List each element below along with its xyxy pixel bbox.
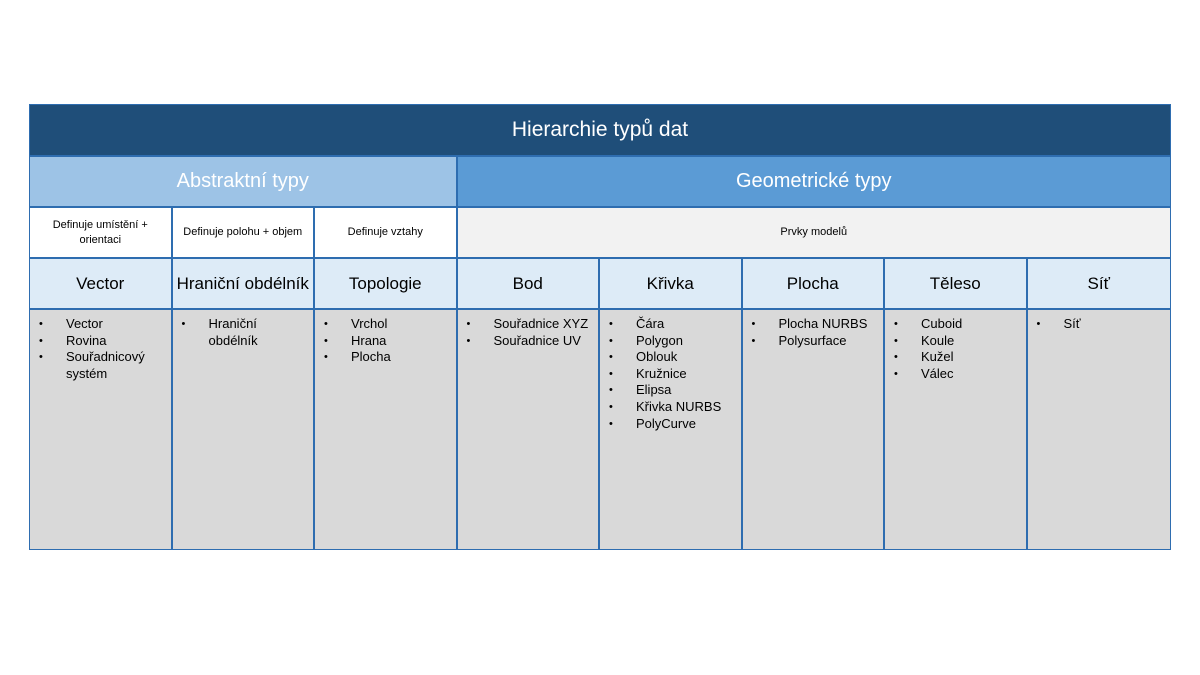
list-item: • Souřadnicový systém	[36, 349, 167, 382]
list-item: • Hraniční obdélník	[179, 316, 310, 349]
header-solid: Těleso	[885, 259, 1028, 310]
items-bounding-box	[173, 310, 316, 549]
item-list	[1034, 316, 1081, 333]
header-bounding-box: Hraniční obdélník	[173, 259, 316, 310]
list-item: • Vector	[36, 316, 167, 333]
description-bounding-box: Definuje polohu + objem	[173, 208, 316, 259]
list-item: • Polysurface	[749, 333, 868, 350]
header-vector: Vector	[30, 259, 173, 310]
item-list	[464, 316, 589, 349]
header-point: Bod	[458, 259, 601, 310]
list-item: • Hrana	[321, 333, 391, 350]
list-item: • Elipsa	[606, 382, 721, 399]
items-curve	[600, 310, 743, 549]
item-list	[749, 316, 868, 349]
item-list	[179, 316, 310, 349]
items-mesh	[1028, 310, 1171, 549]
items-solid	[885, 310, 1028, 549]
description-vector: Definuje umístění + orientaci	[30, 208, 173, 259]
data-type-hierarchy-table	[29, 104, 1171, 550]
list-item: • PolyCurve	[606, 416, 721, 433]
group-abstract-types: Abstraktní typy	[30, 157, 458, 208]
list-item: • Plocha NURBS	[749, 316, 868, 333]
list-item: • Vrchol	[321, 316, 391, 333]
list-item: • Křivka NURBS	[606, 399, 721, 416]
description-model-elements: Prvky modelů	[458, 208, 1171, 259]
item-list	[891, 316, 962, 382]
list-item: • Koule	[891, 333, 962, 350]
header-surface: Plocha	[743, 259, 886, 310]
description-topology: Definuje vztahy	[315, 208, 458, 259]
list-item: • Kružnice	[606, 366, 721, 383]
items-topology	[315, 310, 458, 549]
list-item: • Rovina	[36, 333, 167, 350]
header-mesh: Síť	[1028, 259, 1171, 310]
header-curve: Křivka	[600, 259, 743, 310]
group-geometric-types: Geometrické typy	[458, 157, 1171, 208]
table-title: Hierarchie typů dat	[30, 105, 1170, 157]
list-item: • Souřadnice UV	[464, 333, 589, 350]
list-item: • Válec	[891, 366, 962, 383]
header-topology: Topologie	[315, 259, 458, 310]
item-list	[36, 316, 167, 382]
list-item: • Síť	[1034, 316, 1081, 333]
items-point	[458, 310, 601, 549]
list-item: • Čára	[606, 316, 721, 333]
list-item: • Souřadnice XYZ	[464, 316, 589, 333]
list-item: • Cuboid	[891, 316, 962, 333]
list-item: • Plocha	[321, 349, 391, 366]
items-vector	[30, 310, 173, 549]
items-surface	[743, 310, 886, 549]
item-list	[606, 316, 721, 432]
list-item: • Kužel	[891, 349, 962, 366]
list-item: • Polygon	[606, 333, 721, 350]
item-list	[321, 316, 391, 366]
list-item: • Oblouk	[606, 349, 721, 366]
